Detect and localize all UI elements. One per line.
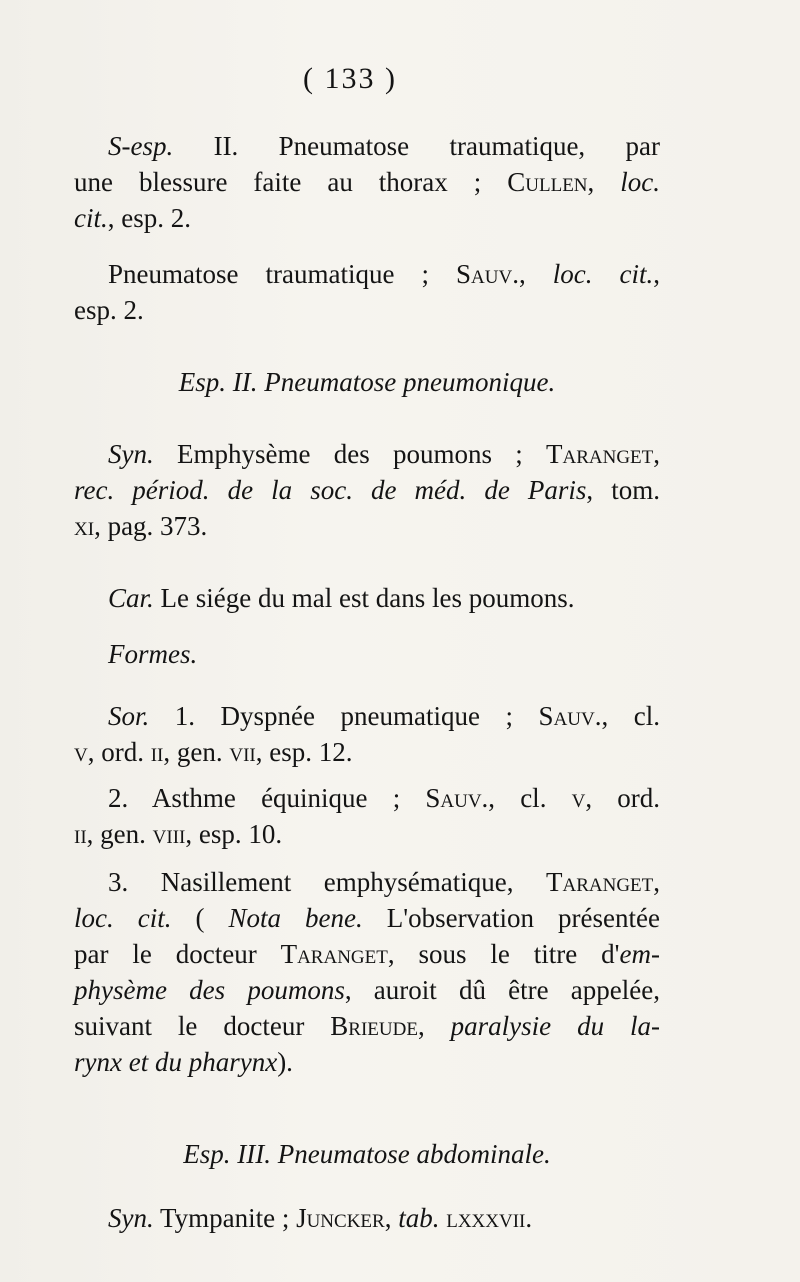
small-caps-text: v xyxy=(571,783,586,813)
heading-esp-ii xyxy=(74,364,660,400)
small-caps-text: v xyxy=(74,737,88,767)
text-run: Pneumatose traumatique ; xyxy=(108,259,457,289)
small-caps-text: Sauv. xyxy=(538,701,602,731)
small-caps-text: Brieude xyxy=(330,1011,418,1041)
italic-text: loc. cit. xyxy=(74,903,172,933)
small-caps-text: Taranget xyxy=(545,439,654,469)
small-caps-text: ii xyxy=(150,737,164,767)
small-caps-text: lxxxvii. xyxy=(446,1203,533,1233)
italic-text: physème des poumons xyxy=(74,975,345,1005)
text-run: , esp. 12. xyxy=(255,737,353,767)
italic-text: tab. xyxy=(398,1203,440,1233)
small-caps-text: xi xyxy=(74,511,95,541)
text-line xyxy=(74,972,660,1008)
text-run: , gen. xyxy=(163,737,230,767)
text-run: esp. 2. xyxy=(74,295,144,325)
text-line xyxy=(74,472,660,508)
heading-esp-iii xyxy=(74,1136,660,1172)
text-run: Tympanite ; xyxy=(153,1203,297,1233)
text-run: L'observation présentée xyxy=(362,903,660,933)
text-line xyxy=(74,1008,660,1044)
italic-text: Syn. xyxy=(108,1203,154,1233)
italic-text: paralysie du la- xyxy=(450,1011,660,1041)
small-caps-text: Juncker xyxy=(296,1203,385,1233)
text-run: ). xyxy=(277,1047,293,1077)
text-run: 2. Asthme équinique ; xyxy=(108,783,426,813)
small-caps-text: Taranget xyxy=(545,867,654,897)
text-run: 1. Dyspnée pneumatique ; xyxy=(149,701,539,731)
text-run: suivant le docteur xyxy=(74,1011,331,1041)
text-run: , xyxy=(417,1011,451,1041)
text-line xyxy=(74,508,660,544)
paragraph-forme-3 xyxy=(74,864,660,1080)
small-caps-text: Sauv. xyxy=(456,259,519,289)
italic-text: loc. xyxy=(620,167,661,197)
heading-formes xyxy=(74,636,660,672)
paragraph-forme-2 xyxy=(74,780,660,852)
italic-text: Nota bene. xyxy=(228,903,363,933)
text-run: , xyxy=(653,867,660,897)
text-run: , xyxy=(384,1203,399,1233)
paragraph-synonymes-iii xyxy=(74,1200,660,1236)
section-heading-text xyxy=(74,364,660,400)
text-run: , pag. 373. xyxy=(94,511,208,541)
text-line xyxy=(74,1200,660,1236)
text-run: , cl. xyxy=(488,783,572,813)
paragraph-caracteres xyxy=(74,580,660,616)
text-run: ( xyxy=(171,903,229,933)
text-run: , esp. 2. xyxy=(107,203,191,233)
text-line xyxy=(74,436,660,472)
small-caps-text: Cullen xyxy=(507,167,588,197)
italic-text: cit. xyxy=(74,203,108,233)
text-line xyxy=(74,816,660,852)
paragraph-pneumatose-traumatique xyxy=(74,256,660,328)
small-caps-text: ii xyxy=(74,819,87,849)
text-line xyxy=(74,936,660,972)
section-heading-text xyxy=(74,1136,660,1172)
small-caps-text: vii xyxy=(229,737,256,767)
page-number: ( 133 ) xyxy=(303,62,397,95)
text-line xyxy=(74,580,660,616)
small-caps-text: Sauv. xyxy=(425,783,489,813)
text-line xyxy=(74,256,660,292)
text-line xyxy=(74,200,660,236)
text-run: , xyxy=(518,259,553,289)
text-line xyxy=(74,164,660,200)
text-line xyxy=(74,1044,660,1080)
text-line xyxy=(74,128,660,164)
text-line xyxy=(74,864,660,900)
text-run: , tom. xyxy=(586,475,660,505)
italic-text: S-esp. xyxy=(108,131,174,161)
text-run: II. Pneumatose traumatique, par xyxy=(173,131,660,161)
text-run: Esp. II. Pneumatose pneumonique. xyxy=(178,367,556,397)
text-run: , auroit dû être appelée, xyxy=(344,975,660,1005)
small-caps-text: Taranget xyxy=(280,939,388,969)
text-run: , ord. xyxy=(87,737,151,767)
text-run: , gen. xyxy=(86,819,153,849)
small-caps-text: viii xyxy=(152,819,186,849)
paragraph-forme-1 xyxy=(74,698,660,770)
italic-text: rec. périod. de la soc. de méd. de Paris xyxy=(74,475,587,505)
text-line xyxy=(74,698,660,734)
italic-text: Car. xyxy=(108,583,154,613)
italic-text: rynx et du pharynx xyxy=(74,1047,278,1077)
italic-text: Sor. xyxy=(108,701,150,731)
italic-text: em- xyxy=(619,939,660,969)
text-run: Le siége du mal est dans les poumons. xyxy=(153,583,575,613)
text-line xyxy=(74,292,660,328)
text-line xyxy=(74,780,660,816)
text-run: une blessure faite au thorax ; xyxy=(74,167,508,197)
text-run: , ord. xyxy=(585,783,660,813)
text-run: par le docteur xyxy=(74,939,281,969)
paragraph-synonymes-ii xyxy=(74,436,660,544)
text-run: Esp. III. Pneumatose abdominale. xyxy=(183,1139,551,1169)
text-run: Emphysème des poumons ; xyxy=(153,439,546,469)
text-line xyxy=(74,636,660,672)
italic-text: loc. cit. xyxy=(552,259,654,289)
italic-text: Formes. xyxy=(108,639,198,669)
italic-text: Syn. xyxy=(108,439,154,469)
text-run: , sous le titre d' xyxy=(387,939,620,969)
text-run: , esp. 10. xyxy=(185,819,283,849)
text-run: , cl. xyxy=(601,701,660,731)
text-run: , xyxy=(587,167,621,197)
text-line xyxy=(74,734,660,770)
text-run: , xyxy=(653,439,660,469)
text-run: , xyxy=(653,259,660,289)
text-run: 3. Nasillement emphysématique, xyxy=(108,867,546,897)
text-line xyxy=(74,900,660,936)
paragraph-s-esp-ii xyxy=(74,128,660,236)
